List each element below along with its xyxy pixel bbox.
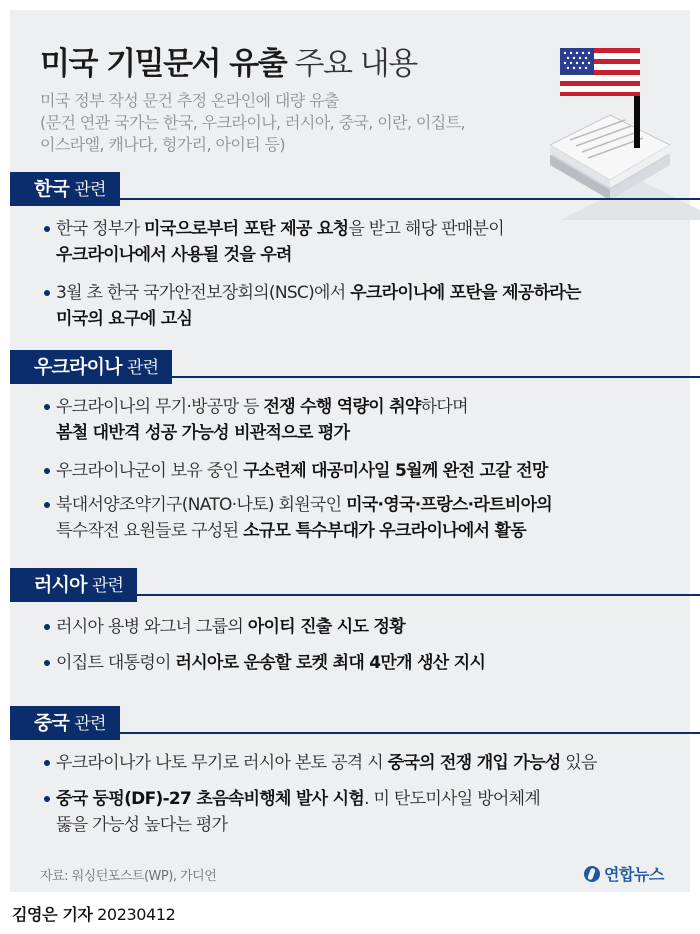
bullet-dot [44,796,50,802]
section-rel: 관련 [74,180,106,200]
bullet-dot [44,624,50,630]
bullet-dot [44,760,50,766]
section-label-korea [10,172,120,206]
section-key: 우크라이나 [34,356,122,378]
bullet-dot [44,468,50,474]
list-item: 북대서양조약기구(NATO·나토) 회원국인 미국·영국·프랑스·라트비아의 특수작전 요원들로 구성된 소규모 특수부대가 우크라이나에서 활동 [44,492,552,544]
list-item: 이집트 대통령이 러시아로 운송할 로켓 최대 4만개 생산 지시 [44,650,485,676]
list-item: 한국 정부가 미국으로부터 포탄 제공 요청을 받고 해당 판매분이 우크라이나에서 사용될 것을 우려 [44,216,504,268]
subtitle-line: 미국 정부 작성 문건 추정 온라인에 대량 유출 [40,91,339,110]
reporter-name: 김영은 기자 [12,905,93,924]
list-item: 러시아 용병 와그너 그룹의 아이티 진출 시도 정황 [44,614,405,640]
yonhap-logo-icon [584,866,600,882]
subtitle-line: 이스라엘, 캐나다, 헝가리, 아이티 등) [40,135,286,154]
section-label-russia [10,568,137,602]
title-bold: 미국 기밀문서 유출 [40,46,287,82]
byline [12,902,175,925]
us-flag-documents-illustration [530,40,700,220]
list-item: 우크라이나의 무기·방공망 등 전쟁 수행 역량이 취약하다며 봄철 대반격 성공 가능성 비관적으로 평가 [44,394,468,446]
section-rel: 관련 [127,358,159,378]
subtitle [40,90,540,156]
yonhap-logo [584,862,664,885]
infographic-card [10,10,690,892]
section-rel: 관련 [91,576,124,596]
title-normal: 주요 내용 [294,46,417,82]
publish-date: 20230412 [97,905,176,924]
bullet-dot [44,502,50,508]
section-key: 중국 [34,712,70,734]
list-item: 우크라이나군이 보유 중인 구소련제 대공미사일 5월께 완전 고갈 전망 [44,458,548,484]
page-title [40,38,417,83]
section-rel: 관련 [74,714,106,734]
logo-text: 연합뉴스 [604,865,664,884]
bullet-dot [44,290,50,296]
list-item: 중국 둥펑(DF)-27 초음속비행체 발사 시험. 미 탄도미사일 방어체계 뚫을 가능성 높다는 평가 [44,786,540,838]
section-label-china [10,706,120,740]
source-credit: 자료: 워싱턴포스트(WP), 가디언 [40,869,217,884]
bullet-dot [44,660,50,666]
section-label-ukraine [10,350,172,384]
list-item: 3월 초 한국 국가안전보장회의(NSC)에서 우크라이나에 포탄을 제공하라는 미국의 요구에 고심 [44,280,581,332]
section-key: 러시아 [34,574,87,596]
bullet-dot [44,404,50,410]
bullet-dot [44,226,50,232]
section-key: 한국 [34,178,70,200]
section-divider [20,198,700,200]
subtitle-line: (문건 연관 국가는 한국, 우크라이나, 러시아, 중국, 이란, 이집트, [40,113,465,132]
list-item: 우크라이나가 나토 무기로 러시아 본토 공격 시 중국의 전쟁 개입 가능성 있음 [44,750,597,776]
section-divider [20,732,700,734]
